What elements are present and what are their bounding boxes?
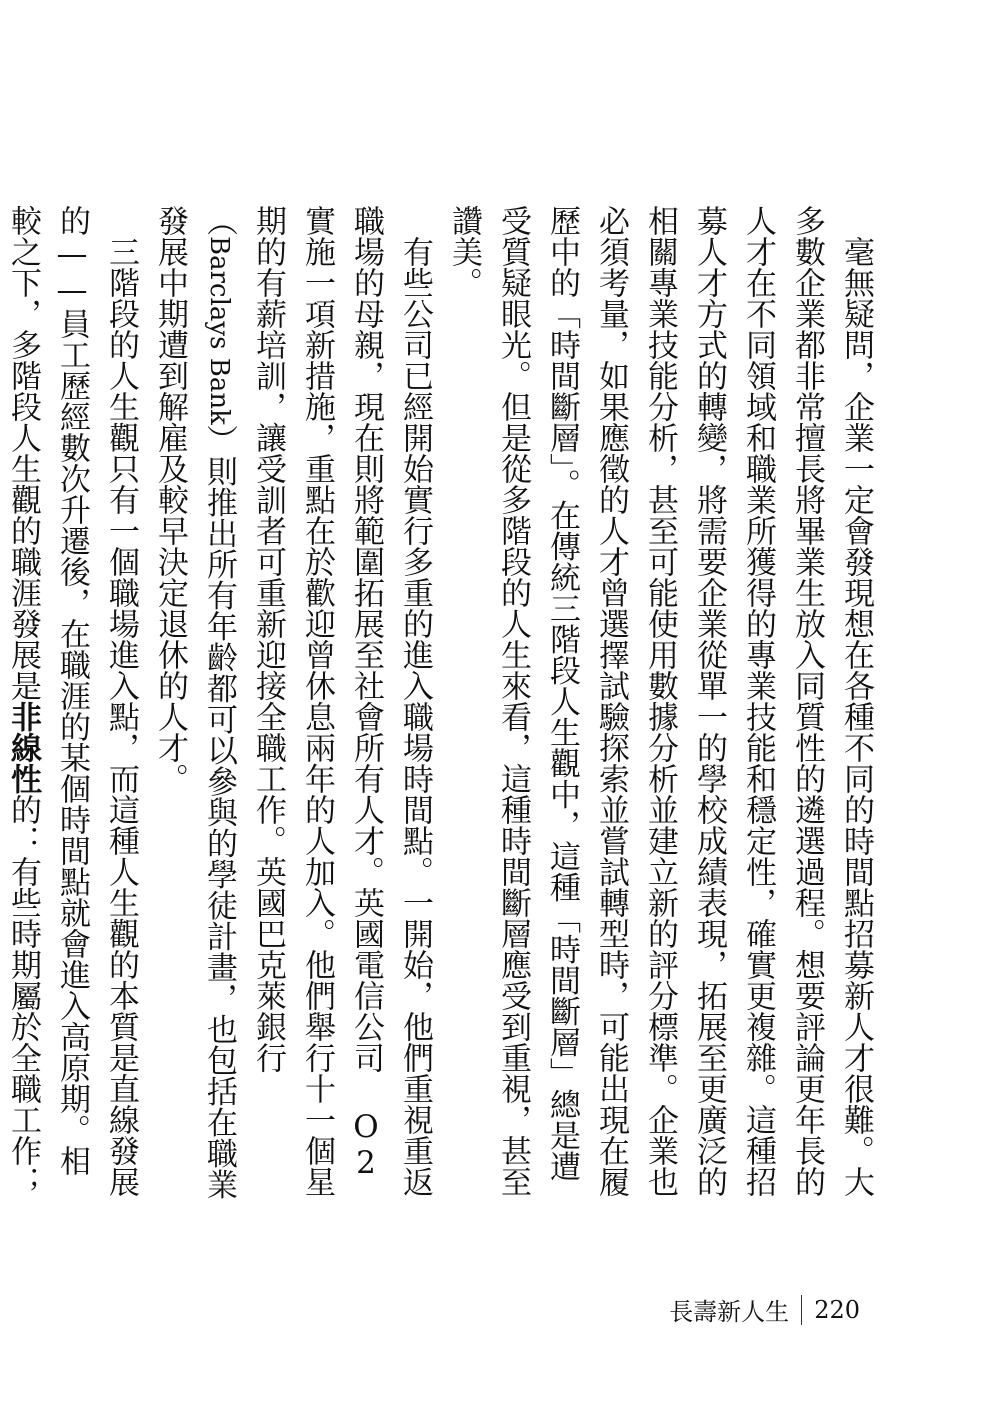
paragraph-3-bold-term: 非線性 bbox=[5, 701, 41, 794]
paragraph-2-latin-term: Barclays Bank bbox=[204, 236, 234, 425]
page-footer bbox=[669, 1292, 860, 1327]
paragraph-1-text: 毫無疑問，企業一定會發現想在各種不同的時間點招募新人才很難。大多數企業都非常擅長將畢業生放入同質性的遴選過程。想要評論更年長的人才在不同領域和職業所獲得的專業技能和穩定性，確實更複雜。這種招募人才方式的轉變，將需要企業從單一的學校成績表現，拓展至更廣泛的相關專業技能分析，甚至可能使用數據分析並建立新的評分標準。企業也必須考量，如果應徵的人才曾選擇試驗探索並嘗試轉型時，可能出現在履歷中的「時間斷層」。在傳統三階段人生觀中，這種「時間斷層」總是遭受質疑眼光。但是從多階段的人生來看，這種時間斷層應受到重視，甚至讚美。 bbox=[446, 205, 874, 1197]
paragraph-3-text-a: 三階段的人生觀只有一個職場進入點，而這種人生觀的本質是直線發展的——員工歷經數次升遷後，在職涯的某個時間點就會進入高原期。相較之下，多階段人生觀的職涯發展是 bbox=[5, 205, 139, 1197]
paragraph-2 bbox=[145, 205, 439, 1205]
paragraph-3 bbox=[0, 205, 145, 1205]
paragraph-2-text-a: 有些公司已經開始實行多重的進入職場時間點。一開始，他們重視重返職場的母親，現在則將範圍拓展至社會所有人才。英國電信公司 O2 實施一項新措施，重點在於歡迎曾休息兩年的人加入。他們舉行十一個星期的有薪培訓，讓受訓者可重新迎接全職工作。英國巴克萊銀行（ bbox=[201, 205, 433, 1197]
body-text bbox=[5, 205, 880, 1205]
page-number: 220 bbox=[814, 1295, 860, 1324]
footer-divider bbox=[801, 1295, 802, 1325]
paragraph-2-text-b: ）則推出所有年齡都可以參與的學徒計畫，也包括在職業發展中期遭到解雇及較早決定退休的人才。 bbox=[152, 205, 237, 1200]
book-title: 長壽新人生 bbox=[669, 1298, 790, 1326]
paragraph-1 bbox=[439, 205, 880, 1205]
paragraph-3-text-b: 的：有些時期屬於全職工作； bbox=[5, 794, 41, 1197]
